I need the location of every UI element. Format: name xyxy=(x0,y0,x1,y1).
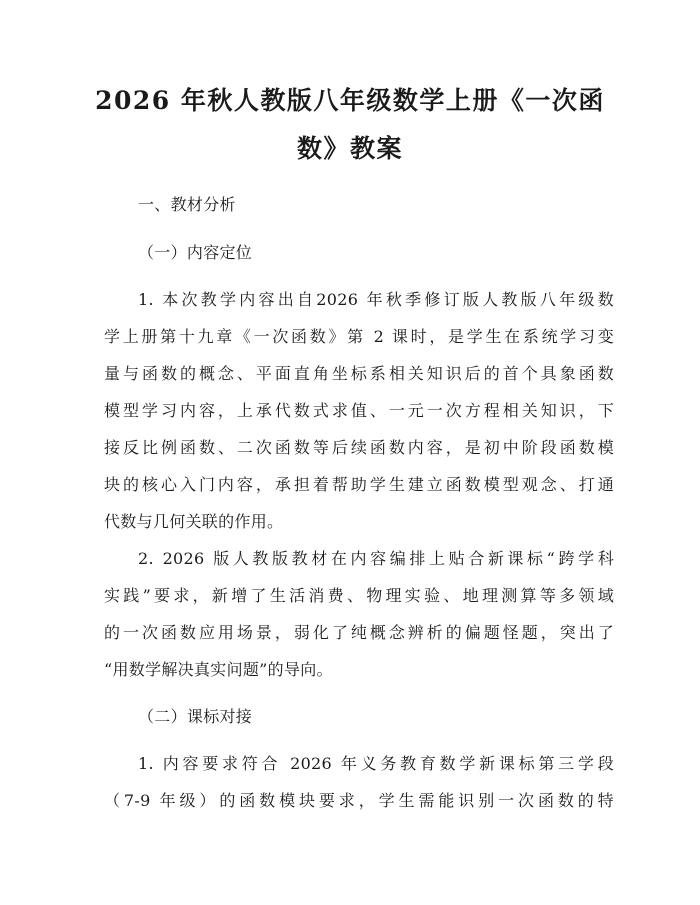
paragraph-2-line: 的一次函数应用场景，弱化了纯概念辨析的偏题怪题，突出了 xyxy=(104,623,614,642)
document-title-line-2: 数》教案 xyxy=(296,134,403,163)
section-heading-teaching-material-analysis: 一、教材分析 xyxy=(138,195,236,214)
paragraph-2-line: 实践”要求，新增了生活消费、物理实验、地理测算等多领域 xyxy=(104,586,614,605)
paragraph-1-line: 量与函数的概念、平面直角坐标系相关知识后的首个具象函数 xyxy=(104,364,614,383)
paragraph-3-line: （7-9 年级）的函数模块要求，学生需能识别一次函数的特 xyxy=(104,791,614,810)
paragraph-1-line: 块的核心入门内容，承担着帮助学生建立函数模型观念、打通 xyxy=(104,475,614,494)
paragraph-1-line: 学上册第十九章《一次函数》第 2 课时，是学生在系统学习变 xyxy=(104,327,614,346)
document-title-line-1: 2026 年秋人教版八年级数学上册《一次函 xyxy=(95,86,605,115)
paragraph-2-line: 2. 2026 版人教版教材在内容编排上贴合新课标“跨学科 xyxy=(138,549,614,568)
paragraph-1-line: 接反比例函数、二次函数等后续函数内容，是初中阶段函数模 xyxy=(104,438,614,457)
subsection-heading-curriculum-alignment: （二）课标对接 xyxy=(138,707,253,726)
paragraph-3-line: 1. 内容要求符合 2026 年义务教育数学新课标第三学段 xyxy=(138,754,614,773)
paragraph-1-line: 模型学习内容，上承代数式求值、一元一次方程相关知识，下 xyxy=(104,401,614,420)
paragraph-1-line: 1. 本次教学内容出自2026 年秋季修订版人教版八年级数 xyxy=(138,290,614,309)
subsection-heading-content-positioning: （一）内容定位 xyxy=(138,243,253,262)
paragraph-2-line: “用数学解决真实问题”的导向。 xyxy=(104,660,333,679)
paragraph-1-line: 代数与几何关联的作用。 xyxy=(104,512,284,531)
